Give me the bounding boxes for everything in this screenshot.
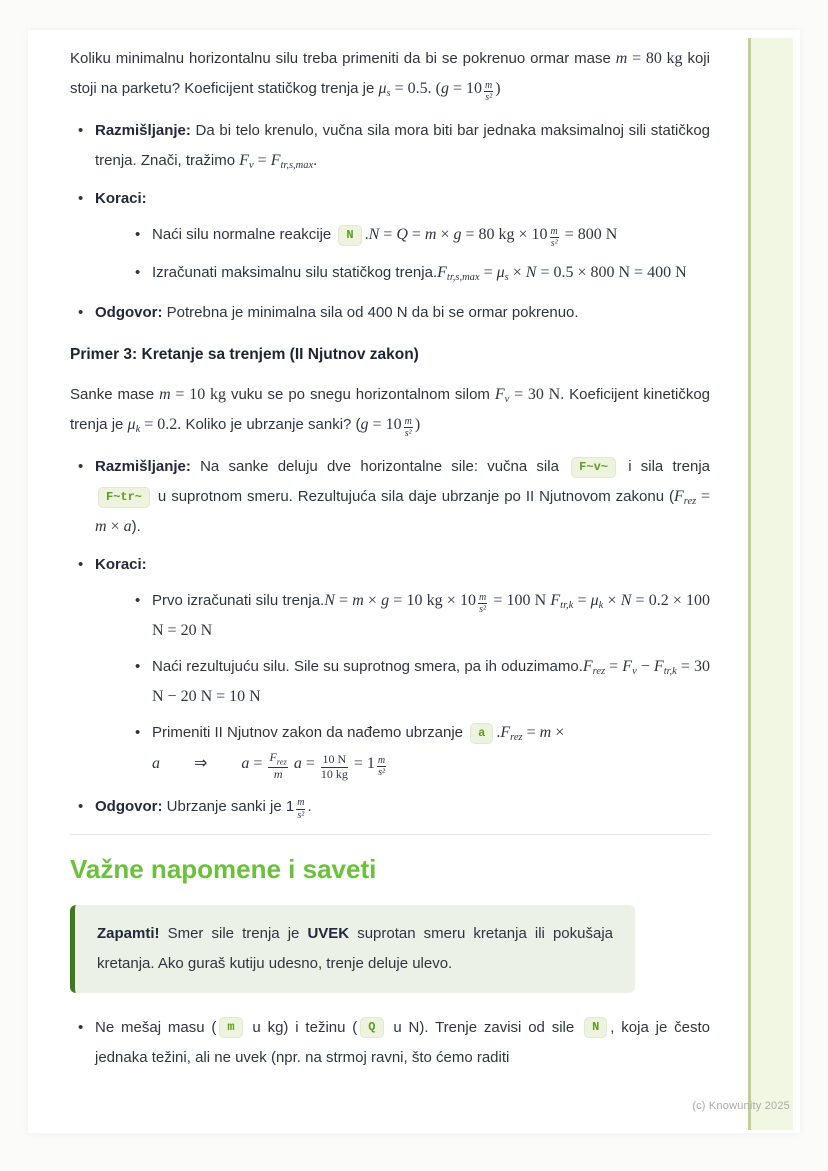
badge-m: m [219,1017,242,1038]
math: = [249,755,267,772]
math: = [253,152,271,169]
math-sub: s [504,272,509,283]
text: Ubrzanje sanki je 1 [162,797,295,815]
bullet-odgovor-2 [70,792,710,822]
fraction-m-s2: $\frac{m}{\text{s²}}$ [478,591,487,615]
math-var: m [159,386,171,403]
math: = 10 [449,80,483,97]
watermark-knowunity: (c) Knowunity 2025 [692,1100,790,1112]
math: = [696,488,710,505]
math: ) [414,416,421,433]
text: Koliko je ubrzanje sanki? ( [181,416,361,433]
math-sub: v [632,666,637,677]
math: × [106,518,124,535]
math: × [363,592,382,609]
math: = 10 kg [170,386,226,403]
math: = 0.2 × 100 N = 20 N [152,592,711,639]
label-razmisljanje: Razmišljanje: [95,458,191,475]
math-var: m [424,226,437,243]
math: = [379,226,397,243]
text: u N). Trenje zavisi od sile [386,1018,582,1036]
fraction-m-s2: $\frac{m}{\text{s²}}$ [297,797,305,821]
bullet-koraci-2 [70,550,710,580]
text: Prvo izračunati silu trenja. [152,592,325,609]
fraction-m-s2: $\frac{m}{\text{s²}}$ [550,225,558,249]
math: × [551,724,565,741]
label-koraci: Koraci: [95,190,147,207]
text: Koeficijent kinetičkog trenja je [70,386,711,433]
text: vuku se po snegu horizontalnom silom [226,386,495,403]
math-var: F [239,152,249,169]
fraction-m-s2: $\frac{m}{\text{s²}}$ [485,79,493,103]
math: = [479,264,497,281]
math: = 100 N [489,592,551,609]
problem-paragraph-2 [70,380,710,440]
math-sub: k [135,424,141,435]
text: u suprotnom smeru. Rezultujuća sila daje ubrzanje po II Njutnovom zakonu ( [153,488,674,505]
math-var: F [437,264,447,281]
text: i sila trenja [618,458,710,475]
math-var: F [500,724,511,741]
badge-ftr: F~tr~ [98,487,150,508]
math-var: g [360,416,369,433]
math-var: N [620,592,632,609]
math: = [407,226,425,243]
math-var: μ [496,264,505,281]
bullet-ne-mesaj-masu [70,1013,710,1073]
text-uvek-bold: UVEK [307,924,350,942]
heading-primer-3: Primer 3: Kretanje sa trenjem (II Njutnov zakon) [70,346,419,363]
bullet-odgovor-1 [70,298,710,328]
math-sub: v [249,160,254,171]
math-sub: k [598,600,604,611]
math-var: m [95,518,107,535]
label-odgovor: Odgovor: [95,797,163,815]
math-sub: tr,k [560,600,574,611]
math: × [436,226,454,243]
math: . [496,724,501,741]
math: = [301,755,319,772]
text: ). [131,518,141,535]
text: Smer sile trenja je [159,924,308,942]
math: = [334,592,353,609]
bullet-koraci-1 [70,184,710,214]
text: Ne mešaj masu ( [95,1018,217,1036]
math: ) [495,80,501,97]
math-sub: v [504,394,510,405]
text: Da bi telo krenulo, vučna sila mora biti bar jednaka maksimalnoj sili statičkog trenja. Znači, tražimo [95,122,710,169]
label-koraci: Koraci: [95,556,147,573]
math-var: μ [590,592,599,609]
badge-fv: F~v~ [571,457,616,478]
text: Izračunati maksimalnu silu statičkog trenja. [152,264,438,281]
text: . [307,797,312,815]
math-var: F [582,658,593,675]
callout-zapamti [70,905,635,993]
math-sub: tr,s,max [280,160,314,171]
fraction-frez-m: $F_{rez}$ m [269,749,287,781]
math: = 10 [368,416,402,433]
text: Potrebna je minimalna sila od 400 N da bi se ormar pokrenuo. [162,304,579,321]
math: = 0.5 × 800 N = 400 N [536,264,687,281]
math-var: m [615,50,628,67]
text: Naći rezultujuću silu. Sile su suprotnog smera, pa ih oduzimamo. [152,658,583,675]
math-var: N [368,226,380,243]
math-var: g [441,80,449,97]
math: = 0.5. ( [390,80,441,97]
math-var: N [324,592,335,609]
math-var: F [550,592,561,609]
label-razmisljanje: Razmišljanje: [95,122,191,139]
math: × [603,592,621,609]
badge-a: a [470,723,493,744]
math-var: Q [396,226,408,243]
text: Koliku minimalnu horizontalnu silu treba primeniti da bi se pokrenuo ormar mase [70,50,616,67]
step-resultant-force [70,652,710,712]
math-var: a [123,518,132,535]
badge-q: Q [360,1017,383,1038]
math: = 80 kg [627,50,683,67]
step-newton-second-law [70,718,710,782]
label-odgovor: Odgovor: [95,304,163,321]
badge-n: N [584,1017,607,1038]
text: koji stoji na parketu? Koeficijent statičkog trenja je [70,50,710,97]
step-friction-force [70,586,710,646]
math: = 30 N. [509,386,565,403]
implies-arrow: ⇒ [194,753,208,772]
math-var: a [293,755,302,772]
label-zapamti: Zapamti! [97,924,160,942]
math: = 10 kg × 10 [389,592,476,609]
fraction-m-s2: $\frac{m}{\text{s²}}$ [404,415,412,439]
math: = 1 [349,755,375,772]
math-sub: rez [683,496,697,507]
bullet-razmisljanje-1 [70,116,710,176]
math-var: m [352,592,364,609]
math: = 80 kg × 10 [461,226,548,243]
math-var: F [653,658,664,675]
math-var: N [525,264,537,281]
math-var: F [270,152,281,169]
step-normal-force [70,220,710,250]
math: = 30 N − 20 N = 10 N [152,658,710,705]
math: − [636,658,654,675]
text: Primeniti II Njutnov zakon da nađemo ubrzanje [152,724,468,741]
text: Naći silu normalne reakcije [152,226,336,243]
page-edge-strip [748,38,793,1130]
section-divider [70,834,710,835]
text: . [313,152,318,169]
math-var: a [152,755,160,772]
step-max-static-friction [70,258,710,288]
problem-paragraph-1 [70,44,710,104]
math-var: F [622,658,633,675]
math: = 800 N [560,226,618,243]
math-var: F [673,488,684,505]
math: . [364,226,369,243]
math-var: g [381,592,390,609]
text: Na sanke deluju dve horizontalne sile: vučna sila [190,458,569,475]
math-sub: rez [592,666,606,677]
math-var: g [453,226,462,243]
fraction-m-s2: $\frac{m}{\text{s²}}$ [377,754,386,778]
math-var: μ [378,80,387,97]
document-content [70,30,710,1079]
fraction-10n-10kg: $\frac{10 N}{10 kg}$ [320,752,348,781]
math-var: m [539,724,552,741]
text: u kg) i težinu ( [245,1018,358,1036]
math: × [508,264,526,281]
math-sub: tr,k [663,666,677,677]
math-sub: s [386,88,391,99]
document-page [28,30,800,1133]
math-var: a [241,755,250,772]
text: Sanke mase [70,386,160,403]
math-sub: rez [510,732,523,743]
math: = [522,724,540,741]
math: = [573,592,591,609]
math: = 0.2. [140,416,182,433]
math-var: μ [127,416,136,433]
section-heading-vazne-napomene: Važne napomene i saveti [70,853,377,884]
math: = [605,658,623,675]
bullet-razmisljanje-2 [70,452,710,542]
badge-n: N [338,225,361,246]
text: suprotan smeru kretanja ili pokušaja kretanja. Ako guraš kutiju udesno, trenje deluje ulevo. [97,924,613,972]
math-sub: tr,s,max [446,272,480,283]
text: , koja je često jednaka težini, ali ne uvek (npr. na strmoj ravni, što ćemo raditi [95,1018,710,1066]
math-var: F [494,386,505,403]
